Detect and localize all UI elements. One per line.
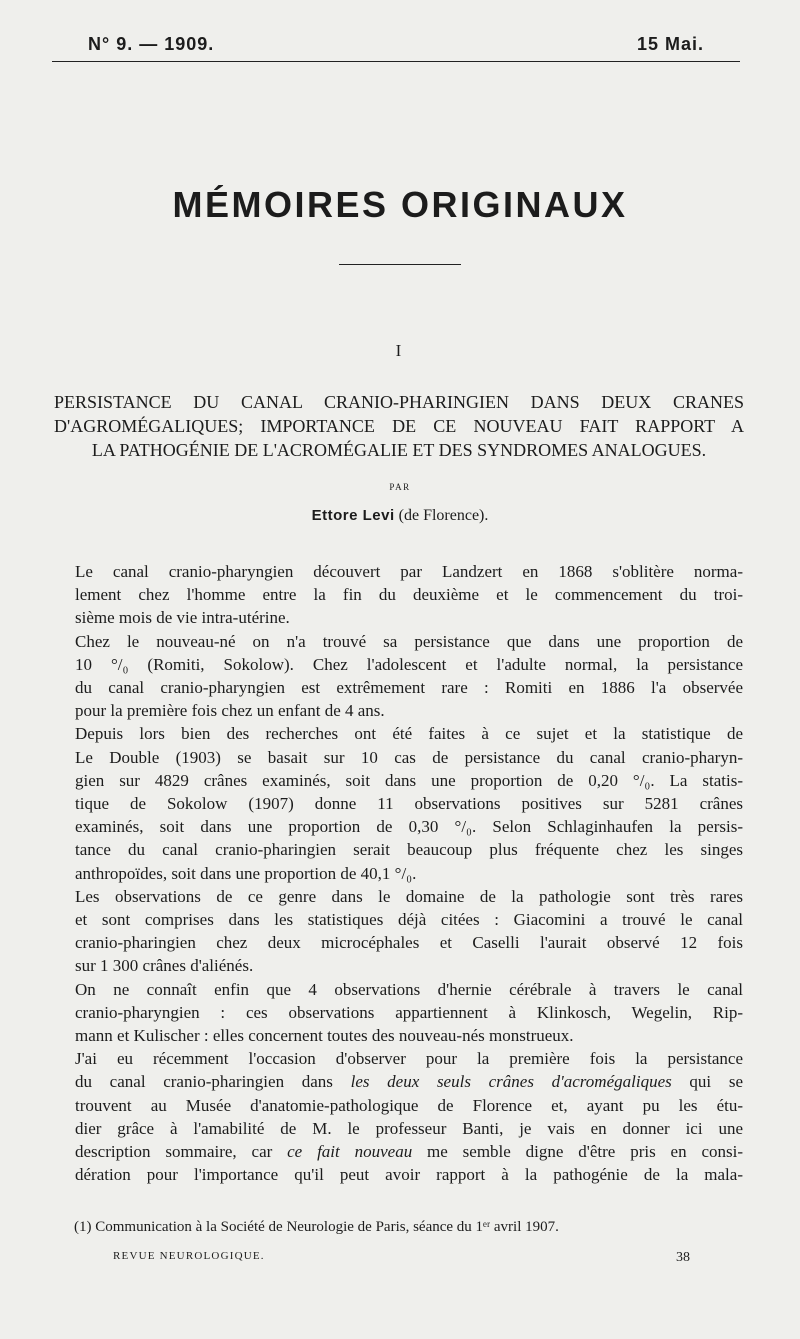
text-run: description sommaire, car bbox=[75, 1142, 288, 1162]
running-head bbox=[88, 34, 704, 55]
author-name: Ettore Levi bbox=[311, 507, 395, 524]
text-line: tance du canal cranio-pharingien serait beaucoup plus fréquente chez les singes bbox=[75, 840, 743, 860]
text-line: Depuis lors bien des recherches ont été faites à ce sujet et la statistique de bbox=[75, 724, 743, 744]
paragraph bbox=[53, 560, 743, 630]
article-title bbox=[54, 390, 744, 462]
italic-phrase: ce fait nouveau bbox=[287, 1142, 413, 1162]
text-run: qui se bbox=[671, 1072, 743, 1092]
paragraph bbox=[53, 722, 743, 884]
text-line bbox=[53, 1070, 743, 1093]
paragraph bbox=[53, 1047, 743, 1186]
paragraph bbox=[53, 978, 743, 1048]
text-line: sur 1 300 crânes d'aliénés. bbox=[75, 956, 254, 976]
paragraph bbox=[53, 885, 743, 978]
paragraph bbox=[53, 630, 743, 723]
article-number: I bbox=[395, 341, 402, 360]
text-line: Le canal cranio-pharyngien découvert par Landzert en 1868 s'oblitère norma- bbox=[75, 562, 743, 581]
text-line: du canal cranio-pharyngien est extrêmement rare : Romiti en 1886 l'a observée bbox=[75, 678, 743, 698]
byline bbox=[0, 507, 800, 525]
text-line: pour la première fois chez un enfant de 4 ans. bbox=[75, 701, 385, 721]
header-rule bbox=[52, 61, 740, 62]
text-line: et sont comprises dans les statistiques déjà citées : Giacomini a trouvé le canal bbox=[75, 910, 743, 930]
page-footer bbox=[113, 1250, 690, 1266]
byline-par: PAR bbox=[389, 482, 411, 492]
text-line: cranio-pharyngien : ces observations appartiennent à Klinkosch, Wegelin, Rip- bbox=[75, 1002, 743, 1022]
text-line: sième mois de vie intra-utérine. bbox=[75, 608, 290, 628]
text-line: Le Double (1903) se basait sur 10 cas de persistance du canal cranio-pharyn- bbox=[75, 747, 743, 767]
article-title-line: D'AGROMÉGALIQUES; IMPORTANCE DE CE NOUVEAU FAIT RAPPORT A bbox=[54, 416, 744, 436]
text-line: tique de Sokolow (1907) donne 11 observations positives sur 5281 crânes bbox=[75, 794, 743, 814]
footnote: (1) Communication à la Société de Neurologie de Paris, séance du 1ᵉʳ avril 1907. bbox=[74, 1219, 559, 1235]
text-run: me semble digne d'être pris en consi- bbox=[412, 1142, 743, 1162]
text-line: anthropoïdes, soit dans une proportion de 40,1 °/₀. bbox=[75, 863, 417, 883]
text-line bbox=[53, 1140, 743, 1163]
text-line: lement chez l'homme entre la fin du deuxième et le commencement du troi- bbox=[75, 585, 743, 605]
issue-date-left: N° 9. — 1909. bbox=[88, 34, 215, 54]
text-line: Les observations de ce genre dans le domaine de la pathologie sont très rares bbox=[75, 886, 743, 906]
text-line: cranio-pharingien chez deux microcéphales et Caselli l'aurait observé 12 fois bbox=[75, 933, 743, 953]
journal-name: REVUE NEUROLOGIQUE. bbox=[113, 1250, 265, 1262]
italic-phrase: les deux seuls crânes d'acromégaliques bbox=[350, 1072, 672, 1092]
text-line: On ne connaît enfin que 4 observations d'hernie cérébrale à travers le canal bbox=[75, 979, 743, 999]
section-title: MÉMOIRES ORIGINAUX bbox=[172, 184, 628, 225]
text-line: mann et Kulischer : elles concernent toutes des nouveau-nés monstrueux. bbox=[75, 1026, 574, 1046]
text-line: 10 °/₀ (Romiti, Sokolow). Chez l'adolescent et l'adulte normal, la persistance bbox=[75, 654, 743, 674]
text-line: Chez le nouveau-né on n'a trouvé sa persistance que dans une proportion de bbox=[75, 631, 743, 651]
text-line: gien sur 4829 crânes examinés, soit dans une proportion de 0,20 °/₀. La statis- bbox=[75, 770, 743, 790]
text-line: dération pour l'importance qu'il peut avoir rapport à la pathogénie de la mala- bbox=[75, 1165, 743, 1185]
text-line: J'ai eu récemment l'occasion d'observer pour la première fois la persistance bbox=[75, 1049, 743, 1069]
article-title-line: LA PATHOGÉNIE DE L'ACROMÉGALIE ET DES SYNDROMES ANALOGUES. bbox=[91, 440, 707, 460]
author-affiliation: (de Florence). bbox=[398, 507, 489, 524]
text-run: du canal cranio-pharingien dans bbox=[75, 1072, 351, 1092]
text-line: dier grâce à l'amabilité de M. le professeur Banti, je vais en donner ici une bbox=[75, 1118, 743, 1138]
page-number: 38 bbox=[676, 1250, 690, 1265]
issue-date-right: 15 Mai. bbox=[636, 34, 704, 54]
text-line: examinés, soit dans une proportion de 0,30 °/₀. Selon Schlaginhaufen la persis- bbox=[75, 817, 743, 837]
article-title-line: PERSISTANCE DU CANAL CRANIO-PHARINGIEN DANS DEUX CRANES bbox=[54, 392, 744, 412]
article-body bbox=[53, 560, 743, 1186]
title-rule bbox=[339, 264, 461, 265]
text-line: trouvent au Musée d'anatomie-pathologique de Florence et, ayant pu les étu- bbox=[75, 1095, 743, 1115]
